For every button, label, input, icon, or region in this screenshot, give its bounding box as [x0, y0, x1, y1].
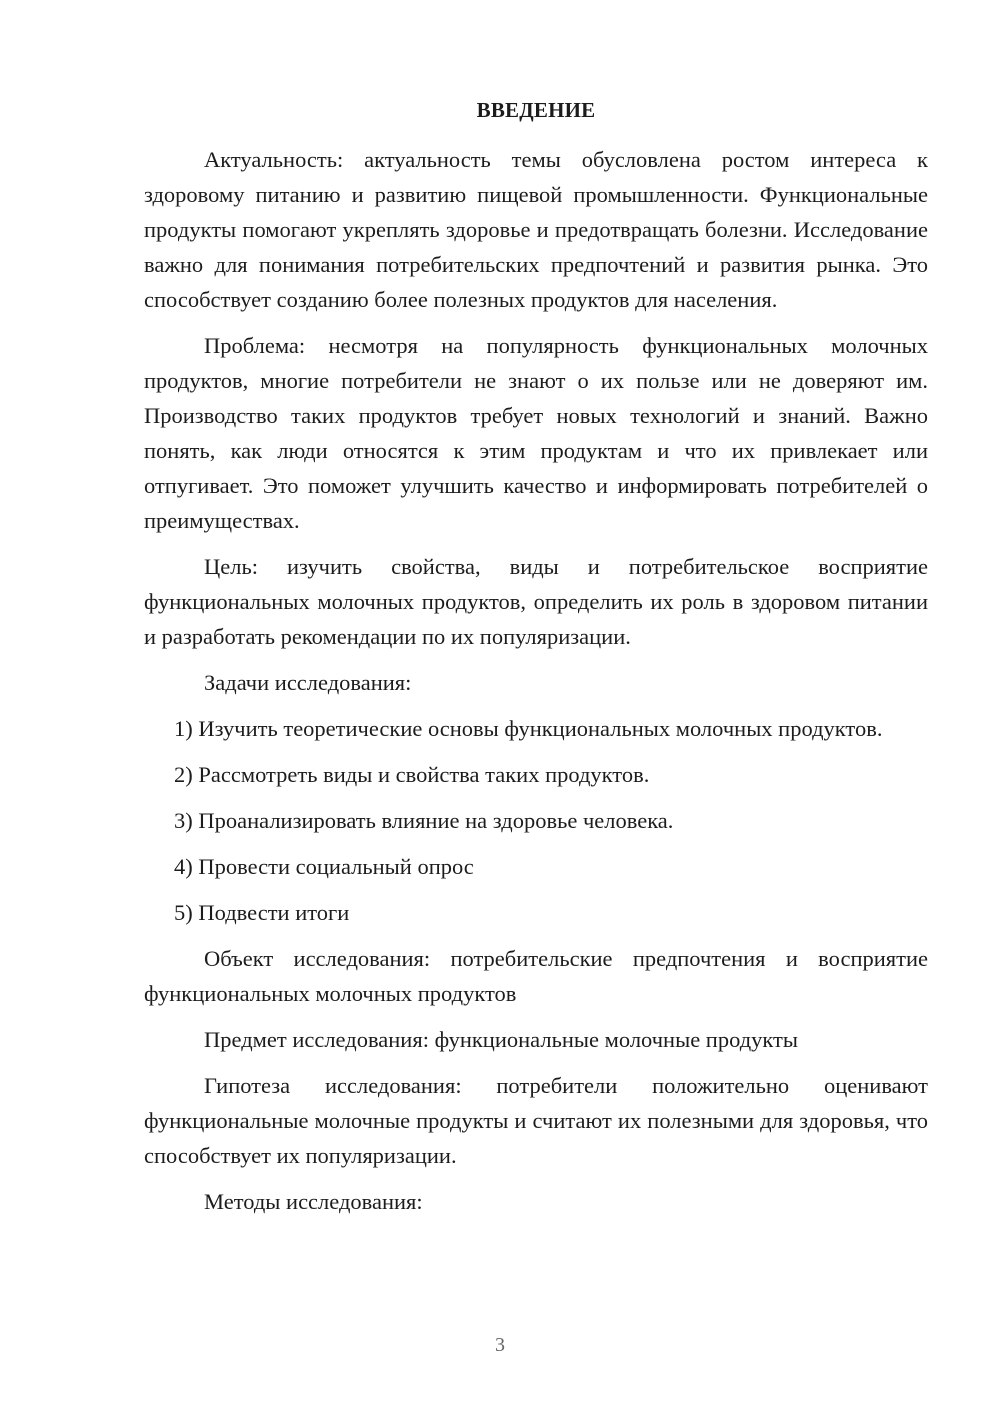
problem-paragraph: Проблема: несмотря на популярность функциональных молочных продуктов, многие потребители не знают о их пользе или не доверяют им. Производство таких продуктов требует новых технологий и знаний. Важно понять, как люди относятся к этим продуктам и что их привлекает или отпугивает. Это поможет улучшить качество и информировать потребителей о преимуществах.	[144, 333, 928, 533]
subject-paragraph: Предмет исследования: функциональные молочные продукты	[204, 1027, 798, 1052]
task-item-5: 5) Подвести итоги	[174, 900, 350, 925]
document-page	[144, 92, 928, 1230]
relevance-paragraph: Актуальность: актуальность темы обусловлена ростом интереса к здоровому питанию и развитию пищевой промышленности. Функциональные продукты помогают укреплять здоровье и предотвращать болезни. Исследование важно для понимания потребительских предпочтений и развития рынка. Это способствует созданию более полезных продуктов для населения.	[144, 147, 928, 312]
task-item-4: 4) Провести социальный опрос	[174, 854, 474, 879]
object-paragraph: Объект исследования: потребительские предпочтения и восприятие функциональных молочных продуктов	[144, 946, 928, 1006]
task-item-1: 1) Изучить теоретические основы функциональных молочных продуктов.	[174, 716, 883, 741]
tasks-heading: Задачи исследования:	[204, 670, 412, 695]
page-number: 3	[495, 1334, 505, 1356]
hypothesis-paragraph: Гипотеза исследования: потребители положительно оценивают функциональные молочные продукты и считают их полезными для здоровья, что способствует их популяризации.	[144, 1073, 928, 1168]
task-item-3: 3) Проанализировать влияние на здоровье человека.	[174, 808, 674, 833]
methods-heading: Методы исследования:	[204, 1189, 423, 1214]
task-item-2: 2) Рассмотреть виды и свойства таких продуктов.	[174, 762, 650, 787]
goal-paragraph: Цель: изучить свойства, виды и потребительское восприятие функциональных молочных продуктов, определить их роль в здоровом питании и разработать рекомендации по их популяризации.	[144, 554, 928, 649]
page-title: ВВЕДЕНИЕ	[476, 98, 596, 122]
